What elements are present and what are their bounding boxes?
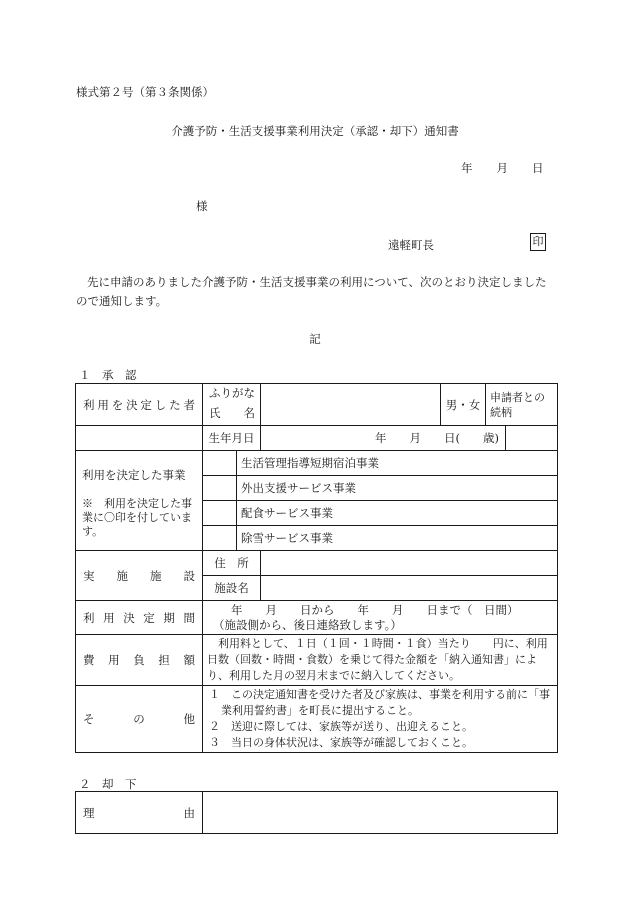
facility-name-label: 施設名: [203, 576, 261, 601]
issuer-name: 遠軽町長: [388, 238, 434, 252]
date-day-label: 日: [532, 161, 544, 175]
other-list: [203, 686, 558, 753]
applicant-label: 利用を決定した者: [76, 384, 203, 426]
period-note: （施設側から、後日連絡致します。）: [213, 617, 402, 632]
service-option-2: 外出支援サービス事業: [237, 476, 558, 501]
furigana-label: ふりがな: [203, 384, 261, 402]
other-item-1: １ この決定通知書を受けた者及び家族は、事業を利用する前に「事業利用誓約書」を町長に提出すること。: [209, 688, 550, 717]
name-field[interactable]: [261, 402, 441, 426]
service-option-1: 生活管理指導短期宿泊事業: [237, 451, 558, 476]
form-number: 様式第２号（第３条関係）: [76, 85, 214, 99]
service-check-4[interactable]: [203, 526, 237, 551]
period-label: 利用決定期間: [76, 601, 203, 635]
service-check-1[interactable]: [203, 451, 237, 476]
approval-table: [75, 383, 558, 753]
other-item-2: ２ 送迎に際しては、家族等が送り、出迎えること。: [209, 720, 473, 733]
other-label: そ の 他: [76, 686, 203, 753]
service-label: 利用を決定した事業: [82, 468, 186, 482]
date-month-label: 月: [496, 161, 508, 175]
intro-paragraph: 先に申請のありました介護予防・生活支援事業の利用について、次のとおり決定しましたので通知します。: [76, 275, 547, 308]
period-value: 年 月 日から 年 月 日まで（ 日間）: [231, 602, 519, 617]
reason-label: 理 由: [76, 792, 203, 834]
section-rejection-heading: ２ 却 下: [79, 777, 137, 791]
section-approval-heading: １ 承 認: [79, 368, 137, 382]
address-label: 住 所: [203, 551, 261, 576]
service-option-4: 除雪サービス事業: [237, 526, 558, 551]
cost-label: 費用負担額: [76, 635, 203, 686]
birthdate-label: 生年月日: [203, 426, 261, 451]
furigana-field[interactable]: [261, 384, 441, 402]
facility-name-field[interactable]: [261, 576, 558, 601]
service-label-cell: [76, 451, 203, 551]
cost-text: 利用料として、１日（１回・１時間・１食）当たり 円に、利用日数（回数・時間・食数）を乗じて得た金額を「納入通知書」により、利用した月の翌月末までに納入してください。: [203, 635, 558, 686]
seal-box: 印: [530, 233, 546, 251]
facility-label: 実 施 施 設: [76, 551, 203, 601]
addressee-suffix: 様: [196, 199, 208, 213]
service-check-2[interactable]: [203, 476, 237, 501]
issue-date: [461, 160, 544, 176]
relation-label: 申請者との続柄: [486, 384, 558, 426]
gender-select[interactable]: 男・女: [441, 384, 486, 426]
service-check-3[interactable]: [203, 501, 237, 526]
rejection-table: [75, 791, 558, 834]
applicant-label-spacer: [76, 426, 203, 451]
reason-field[interactable]: [203, 792, 558, 834]
name-label: 氏 名: [203, 402, 261, 426]
period-field[interactable]: [203, 601, 558, 635]
ki-heading: 記: [309, 332, 321, 346]
other-item-3: ３ 当日の身体状況は、家族等が確認しておくこと。: [209, 736, 473, 749]
address-field[interactable]: [261, 551, 558, 576]
date-year-label: 年: [461, 161, 473, 175]
relation-field[interactable]: [506, 426, 558, 451]
document-title: 介護予防・生活支援事業利用決定（承認・却下）通知書: [171, 124, 459, 138]
birthdate-field[interactable]: 年 月 日( 歳): [261, 426, 506, 451]
service-note: ※ 利用を決定した事業に〇印を付しています。: [82, 497, 192, 538]
service-option-3: 配食サービス事業: [237, 501, 558, 526]
